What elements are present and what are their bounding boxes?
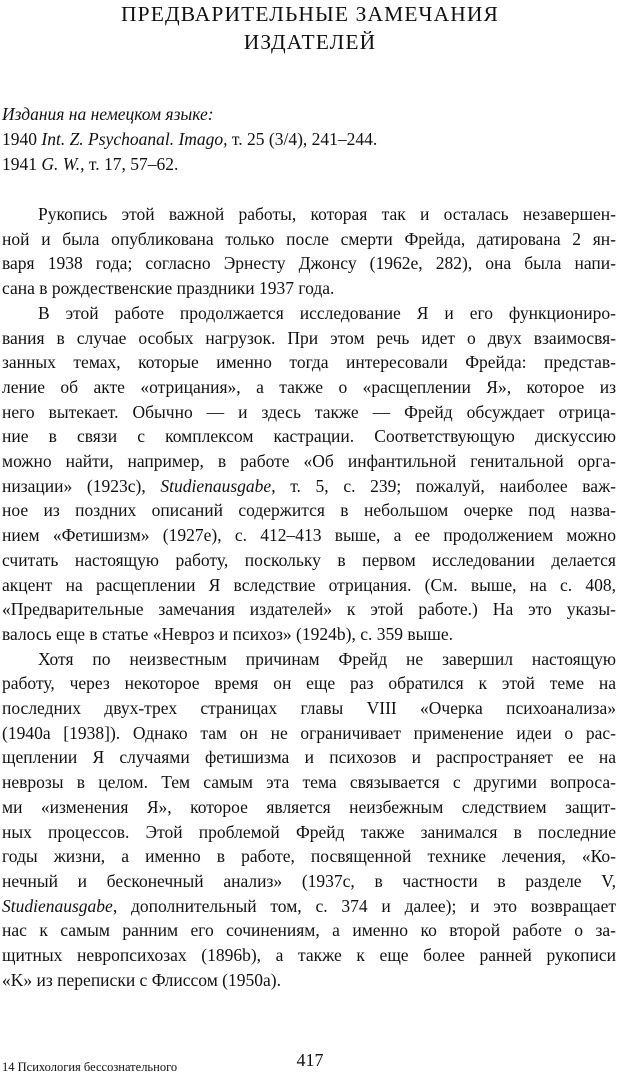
text-line: ми «изменения Я», которое является неизбежным следствием защит-: [2, 796, 616, 817]
text-segment: , дополнительный том, с. 374 и далее); и это возвращает: [112, 895, 616, 916]
text-line: [2, 894, 616, 919]
edition-1941: [2, 152, 602, 177]
edition-year: 1940: [2, 129, 42, 149]
edition-source: G. W.,: [41, 154, 85, 174]
text-line: Рукопись этой важной работы, которая так и осталась незавершен-: [38, 204, 616, 224]
text-segment: , т. 5, с. 239; пожалуй, наиболее важ-: [271, 475, 616, 496]
edition-details: т. 17, 57–62.: [84, 154, 179, 174]
text-line: варя 1938 года; согласно Эрнесту Джонсу (1962e, 282), она была напи-: [2, 253, 616, 274]
text-line: занных темах, которые именно тогда интересовали Фрейда: представ-: [2, 352, 616, 373]
text-line: вания в случае особых нагрузок. При этом речь идет о двух взаимосвя-: [2, 327, 616, 348]
editions-heading: Издания на немецком языке:: [2, 104, 214, 124]
body-text: [2, 202, 616, 993]
text-line: [2, 474, 616, 499]
text-segment-italic: Studienausgabe: [160, 475, 272, 496]
signature-mark: 14 Психология бессознательного: [2, 1060, 178, 1074]
edition-details: т. 25 (3/4), 241–244.: [227, 129, 378, 149]
text-line: нас к самым ранним его сочинениям, а именно ко второй работе о за-: [2, 920, 616, 941]
text-line: ление об акте «отрицания», а также о «расщеплении Я», которое из: [2, 376, 616, 397]
text-line: нечный и бесконечный анализ» (1937c, в частности в разделе V,: [2, 870, 616, 891]
text-line: годы жизни, а именно в работе, посвященной технике лечения, «Ко-: [2, 846, 616, 867]
text-line: ное из поздних описаний содержится в небольшом очерке под назва-: [2, 500, 616, 521]
text-segment: низации» (1923c),: [2, 475, 161, 496]
edition-year: 1941: [2, 154, 42, 174]
text-line: валось еще в статье «Невроз и психоз» (1924b), с. 359 выше.: [2, 623, 453, 644]
text-line: акцент на расщеплении Я вследствие отрицания. (См. выше, на с. 408,: [2, 574, 616, 595]
page-number: 417: [296, 1050, 324, 1070]
text-line: ной и была опубликована только после смерти Фрейда, датирована 2 ян-: [2, 228, 616, 249]
edition-1940: [2, 127, 602, 152]
text-segment-italic: Studienausgabe: [2, 895, 113, 916]
paragraph-3: [2, 647, 616, 993]
text-line: ных процессов. Этой проблемой Фрейд также занимался в последние: [2, 821, 616, 842]
title-line-2: ИЗДАТЕЛЕЙ: [243, 30, 377, 54]
edition-source: Int. Z. Psychoanal. Imago,: [41, 129, 228, 149]
paragraph-1: [2, 202, 616, 301]
text-line: «K» из переписки с Флиссом (1950a).: [2, 969, 281, 990]
text-line: можно найти, например, в работе «Об инфантильной генитальной орга-: [2, 451, 616, 472]
text-line: ние в связи с комплексом кастрации. Соответствующую дискуссию: [2, 426, 616, 447]
text-line: щеплении Я случаями фетишизма и психозов и распространяет ее на: [2, 747, 616, 768]
paragraph-2: [2, 301, 616, 647]
page-title: [0, 0, 620, 56]
text-line: «Предварительные замечания издателей» к этой работе.) На это указы-: [2, 599, 616, 620]
text-line: неврозы в целом. Тем самым эта тема связывается с другими вопроса-: [2, 772, 616, 793]
text-line: сана в рождественские праздники 1937 года.: [2, 278, 335, 299]
text-line: Хотя по неизвестным причинам Фрейд не завершил настоящую: [38, 648, 616, 669]
text-line: В этой работе продолжается исследование Я и его функциониро-: [38, 302, 616, 323]
title-line-1: ПРЕДВАРИТЕЛЬНЫЕ ЗАМЕЧАНИЯ: [121, 2, 499, 26]
editions-block: [2, 102, 602, 177]
text-line: нием «Фетишизм» (1927e), с. 412–413 выше, а ее продолжением можно: [2, 525, 616, 546]
text-line: последних двух-трех страницах главы VIII «Очерка психоанализа»: [2, 698, 616, 719]
text-line: работу, через некоторое время он еще раз обратился к этой теме на: [2, 673, 616, 694]
text-line: щитных невропсихозах (1896b), а также к еще более ранней рукописи: [2, 945, 616, 966]
text-line: считать настоящую работу, поскольку в первом исследовании делается: [2, 549, 616, 570]
text-line: (1940a [1938]). Однако там он не ограничивает применение идеи о рас-: [2, 722, 616, 743]
text-line: него вытекает. Обычно — и здесь также — Фрейд обсуждает отрица-: [2, 401, 616, 422]
